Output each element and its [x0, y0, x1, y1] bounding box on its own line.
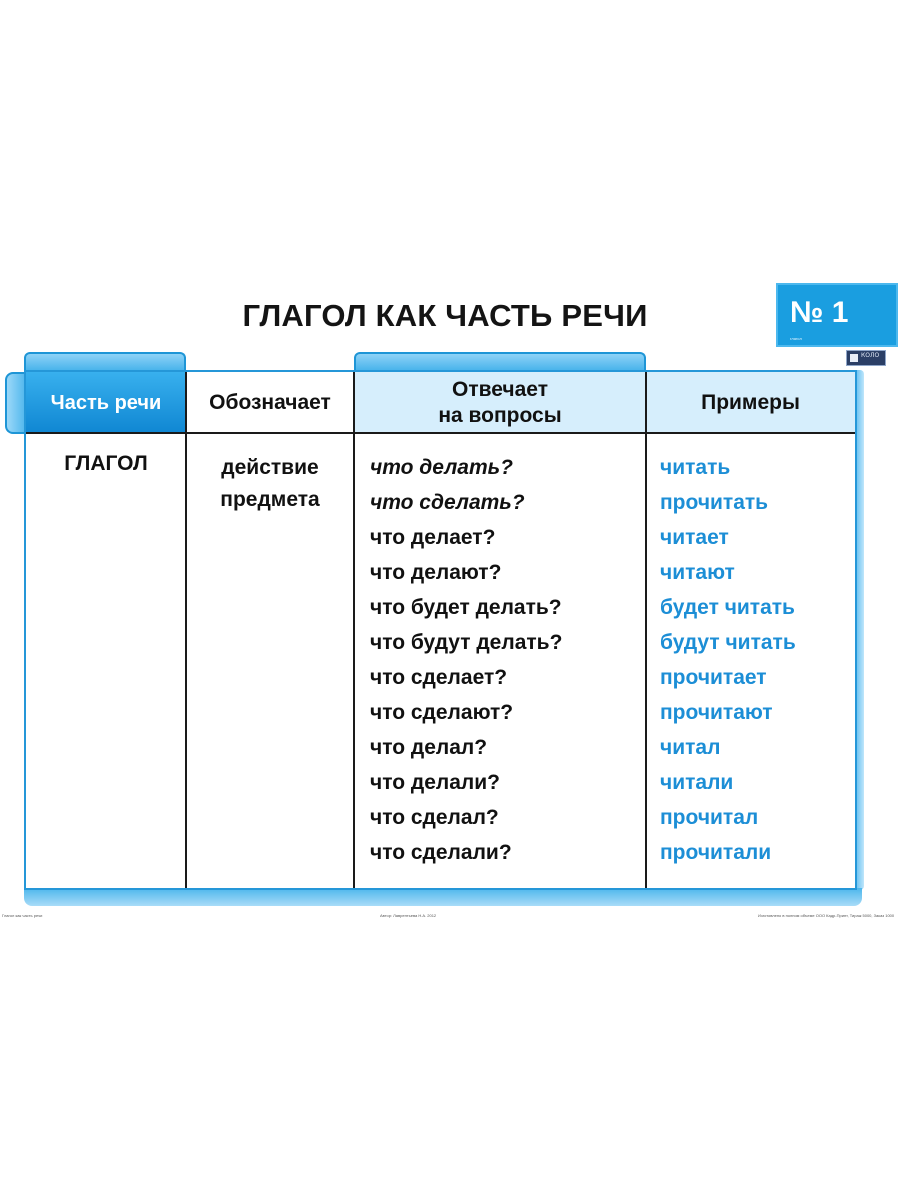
- column-header-label-line1: Отвечает: [452, 378, 548, 401]
- example-item: читает: [660, 526, 729, 549]
- examples-list: [660, 450, 796, 870]
- footer-caption-middle: Автор: Лаврентьева Н.А. 2012: [380, 913, 437, 918]
- column-divider: [645, 372, 647, 888]
- question-item: что сделали?: [370, 841, 512, 864]
- logo-mark-icon: [850, 354, 858, 362]
- decor-tab-middle: [354, 352, 646, 372]
- column-divider: [353, 372, 355, 888]
- footer-caption-left: Глагол как часть речи: [2, 913, 43, 918]
- column-header-label-line2: на вопросы: [438, 404, 562, 427]
- decor-tab-left: [24, 352, 186, 372]
- example-item: прочитать: [660, 491, 769, 514]
- logo-text: КОЛО: [861, 352, 880, 359]
- meaning-cell: [186, 452, 354, 516]
- column-header-questions: [354, 372, 646, 434]
- publisher-logo: [846, 350, 886, 366]
- example-item: читают: [660, 561, 735, 584]
- question-item: что делает?: [370, 526, 496, 549]
- decor-bottom-bar: [24, 888, 862, 906]
- question-item: что сделал?: [370, 806, 499, 829]
- example-item: читал: [660, 736, 721, 759]
- question-item: что будет делать?: [370, 596, 562, 619]
- question-item: что делать?: [370, 456, 513, 479]
- column-header-part-of-speech: [26, 372, 186, 434]
- example-item: читать: [660, 456, 731, 479]
- footer-caption-right: Изготовлено в полном объеме ООО Кадр-Принт, Тираж 5000, Заказ 1000: [758, 913, 895, 918]
- header-divider: [26, 432, 855, 434]
- meaning-line: предмета: [220, 488, 320, 511]
- question-item: что сделать?: [370, 491, 525, 514]
- question-item: что сделает?: [370, 666, 508, 689]
- column-header-label: Обозначает: [209, 391, 331, 414]
- column-header-label: Примеры: [701, 391, 800, 414]
- question-item: что делал?: [370, 736, 488, 759]
- question-item: что будут делать?: [370, 631, 563, 654]
- column-header-meaning: [186, 372, 354, 434]
- questions-list: [370, 450, 562, 870]
- meaning-line: действие: [221, 456, 319, 479]
- question-item: что делают?: [370, 561, 502, 584]
- chart-number-badge: № 1: [776, 283, 898, 347]
- page-title: ГЛАГОЛ КАК ЧАСТЬ РЕЧИ: [242, 298, 648, 333]
- column-header-examples: [646, 372, 855, 434]
- column-header-label: Часть речи: [50, 392, 162, 414]
- question-item: что сделают?: [370, 701, 514, 724]
- example-item: читали: [660, 771, 734, 794]
- example-item: будет читать: [660, 596, 795, 619]
- example-item: будут читать: [660, 631, 796, 654]
- part-of-speech-cell: ГЛАГОЛ: [64, 452, 148, 475]
- question-item: что делали?: [370, 771, 500, 794]
- example-item: прочитают: [660, 701, 773, 724]
- column-divider: [185, 372, 187, 888]
- badge-caption: глагол: [790, 336, 802, 341]
- example-item: прочитает: [660, 666, 767, 689]
- example-item: прочитал: [660, 806, 759, 829]
- example-item: прочитали: [660, 841, 772, 864]
